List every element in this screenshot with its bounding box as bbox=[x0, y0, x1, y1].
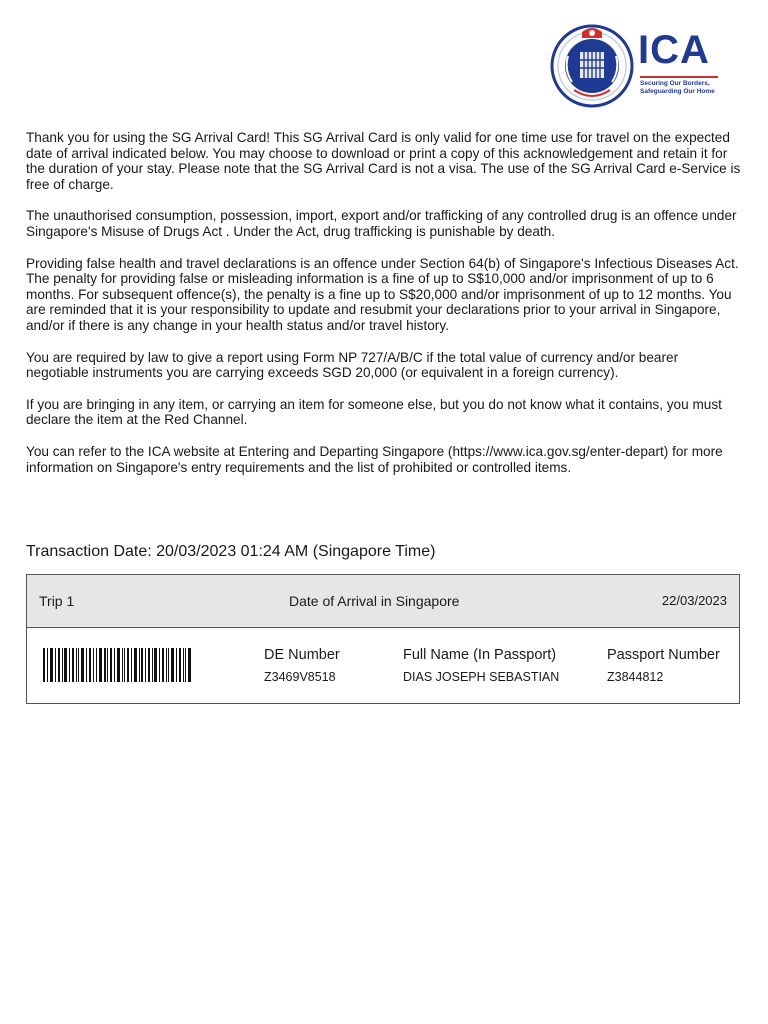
arrival-date: 22/03/2023 bbox=[661, 593, 727, 608]
notice-text bbox=[26, 130, 744, 491]
full-name-label: Full Name (In Passport) bbox=[403, 647, 557, 663]
trip-details bbox=[27, 628, 739, 704]
paragraph-ica-website: You can refer to the ICA website at Entering and Departing Singapore (https://www.ica.gov.sg/enter-depart) for more information on Singapore's entry requirements and the list of prohibited or controlled items. bbox=[26, 443, 723, 475]
de-number-label: DE Number bbox=[264, 647, 340, 663]
transaction-date: Transaction Date: 20/03/2023 01:24 AM (Singapore Time) bbox=[26, 543, 436, 560]
ica-logo bbox=[548, 22, 744, 108]
trip-header bbox=[27, 575, 739, 628]
ica-seal-icon bbox=[550, 22, 634, 108]
arrival-label: Date of Arrival in Singapore bbox=[289, 593, 460, 609]
barcode-icon bbox=[43, 648, 191, 682]
trip-table bbox=[26, 574, 740, 704]
logo-divider bbox=[640, 76, 718, 78]
paragraph-currency: You are required by law to give a report using Form NP 727/A/B/C if the total value of currency and/or bearer negotiable instruments you are carrying exceeds SGD 20,000 (or equivalent in a foreign currency). bbox=[26, 349, 679, 381]
passport-number-label: Passport Number bbox=[607, 647, 720, 663]
full-name-field bbox=[403, 646, 559, 685]
paragraph-health-declaration: Providing false health and travel declarations is an offence under Section 64(b) of Singapore's Infectious Diseases Act. The penalty for providing false or misleading information is a fine of up to S$10,000 and/or imprisonment of up to 6 months. For subsequent offence(s), the penalty is a fine up to S$20,000 and/or imprisonment of up to 12 months. You are reminded that it is your responsibility to update and resubmit your declarations prior to your arrival in Singapore, and/or if there is any change in your health status and/or travel history. bbox=[26, 255, 739, 333]
paragraph-thank-you: Thank you for using the SG Arrival Card! This SG Arrival Card is only valid for one time use for travel on the expected date of arrival indicated below. You may choose to download or print a copy of this acknowledgement and retain it for the duration of your stay. Please note that the SG Arrival Card is not a visa. The use of the SG Arrival Card e-Service is free of charge. bbox=[26, 130, 741, 192]
trip-label: Trip 1 bbox=[39, 593, 75, 609]
full-name-value: DIAS JOSEPH SEBASTIAN bbox=[403, 670, 560, 684]
paragraph-drugs: The unauthorised consumption, possession, import, export and/or trafficking of any controlled drug is an offence under Singapore's Misuse of Drugs Act . Under the Act, drug trafficking is punishable by death. bbox=[26, 208, 737, 239]
paragraph-red-channel: If you are bringing in any item, or carrying an item for someone else, but you do not know what it contains, you must declare the item at the Red Channel. bbox=[26, 396, 722, 428]
passport-number-field bbox=[607, 646, 720, 685]
passport-number-value: Z3844812 bbox=[607, 670, 664, 684]
ica-tagline: Securing Our Borders, Safeguarding Our Home bbox=[640, 80, 715, 95]
de-number-field bbox=[264, 646, 340, 685]
de-number-value: Z3469V8518 bbox=[264, 670, 336, 684]
ica-wordmark: ICA bbox=[638, 28, 710, 72]
